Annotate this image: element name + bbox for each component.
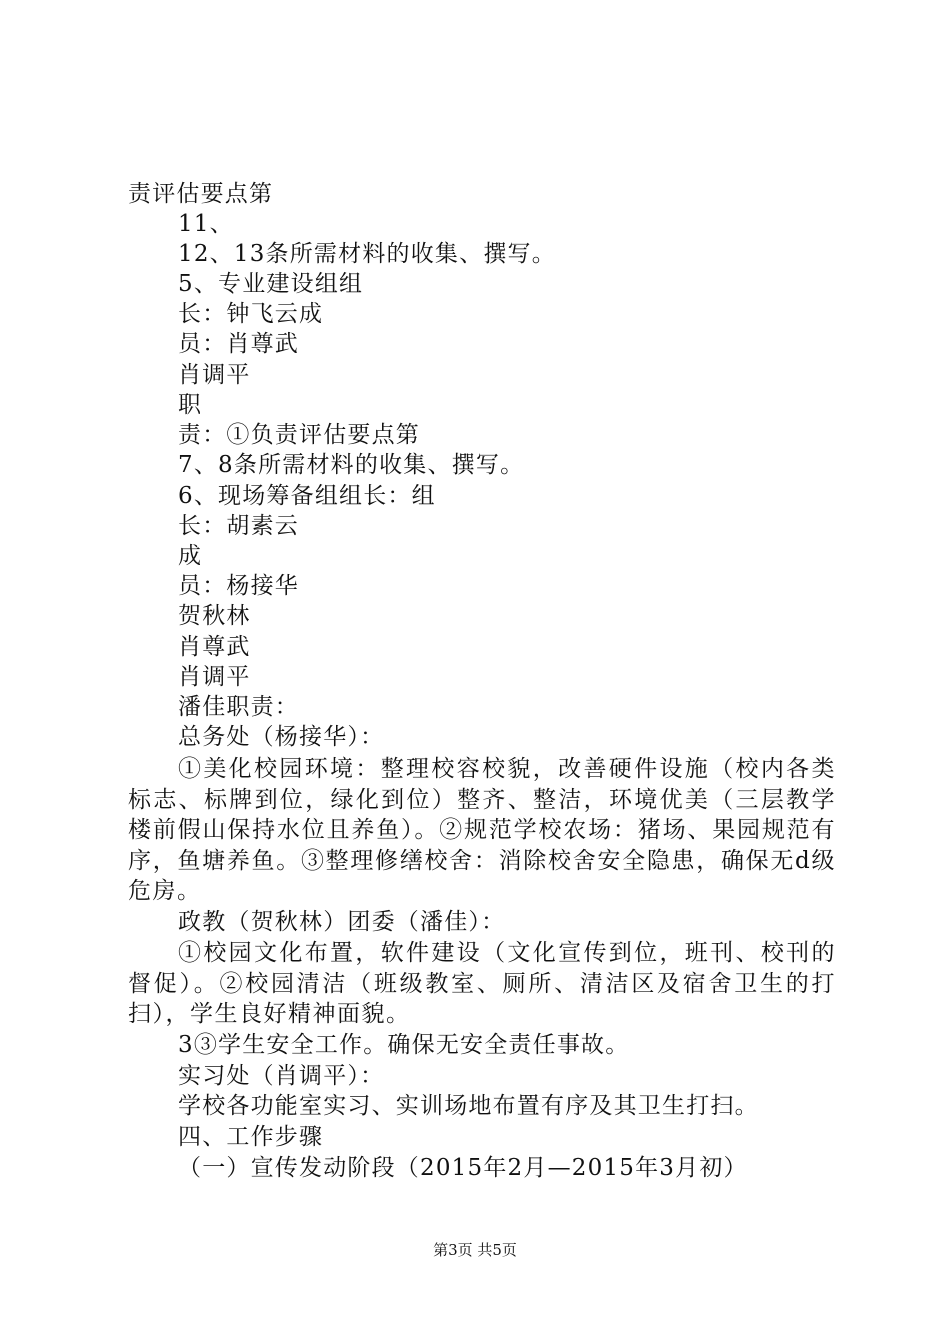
paragraph: ①美化校园环境：整理校容校貌，改善硬件设施（校内各类标志、标牌到位，绿化到位）整齐、整洁，环境优美（三层教学楼前假山保持水位且养鱼）。②规范学校农场：猪场、果园规范有序，鱼塘养鱼。③整理修缮校舍：消除校舍安全隐患，确保无d级危房。: [128, 756, 836, 904]
text-line: 长：胡素云: [178, 513, 299, 539]
text-line: 肖尊武: [178, 634, 251, 660]
page-footer: 第3页 共5页: [433, 1241, 517, 1259]
text-line: （一）宣传发动阶段（2015年2月—2015年3月初）: [178, 1155, 748, 1181]
text-line: 潘佳职责：: [178, 694, 299, 720]
text-line: 长：钟飞云成: [178, 301, 324, 327]
text-line: 贺秋林: [178, 603, 251, 629]
text-line: 实习处（肖调平）：: [178, 1063, 385, 1089]
text-line: 11、: [178, 211, 234, 237]
text-line: 肖调平: [178, 664, 251, 690]
text-line: 政教（贺秋林）团委（潘佳）：: [178, 909, 506, 935]
text-line: 12、13条所需材料的收集、撰写。: [178, 241, 556, 267]
text-line: 成: [178, 543, 203, 569]
text-line: 员：肖尊武: [178, 331, 299, 357]
section-heading: 5、专业建设组组: [178, 271, 364, 297]
text-line: 7、8条所需材料的收集、撰写。: [178, 452, 525, 478]
paragraph: ①校园文化布置，软件建设（文化宣传到位，班刊、校刊的督促）。②校园清洁（班级教室、厕所、清洁区及宿舍卫生的打扫），学生良好精神面貌。: [128, 940, 836, 1027]
text-line: 学校各功能室实习、实训场地布置有序及其卫生打扫。: [178, 1093, 759, 1119]
text-line: 责：①负责评估要点第: [178, 422, 420, 448]
text-line: 员：杨接华: [178, 573, 299, 599]
text-line: 总务处（杨接华）：: [178, 724, 385, 750]
text-line: 肖调平: [178, 362, 251, 388]
text-line: 3③学生安全工作。确保无安全责任事故。: [178, 1032, 630, 1058]
text-line: 责评估要点第: [128, 181, 274, 207]
text-line: 职: [178, 392, 203, 418]
section-heading: 6、现场筹备组组长：组: [178, 483, 436, 509]
section-heading: 四、工作步骤: [178, 1124, 324, 1150]
